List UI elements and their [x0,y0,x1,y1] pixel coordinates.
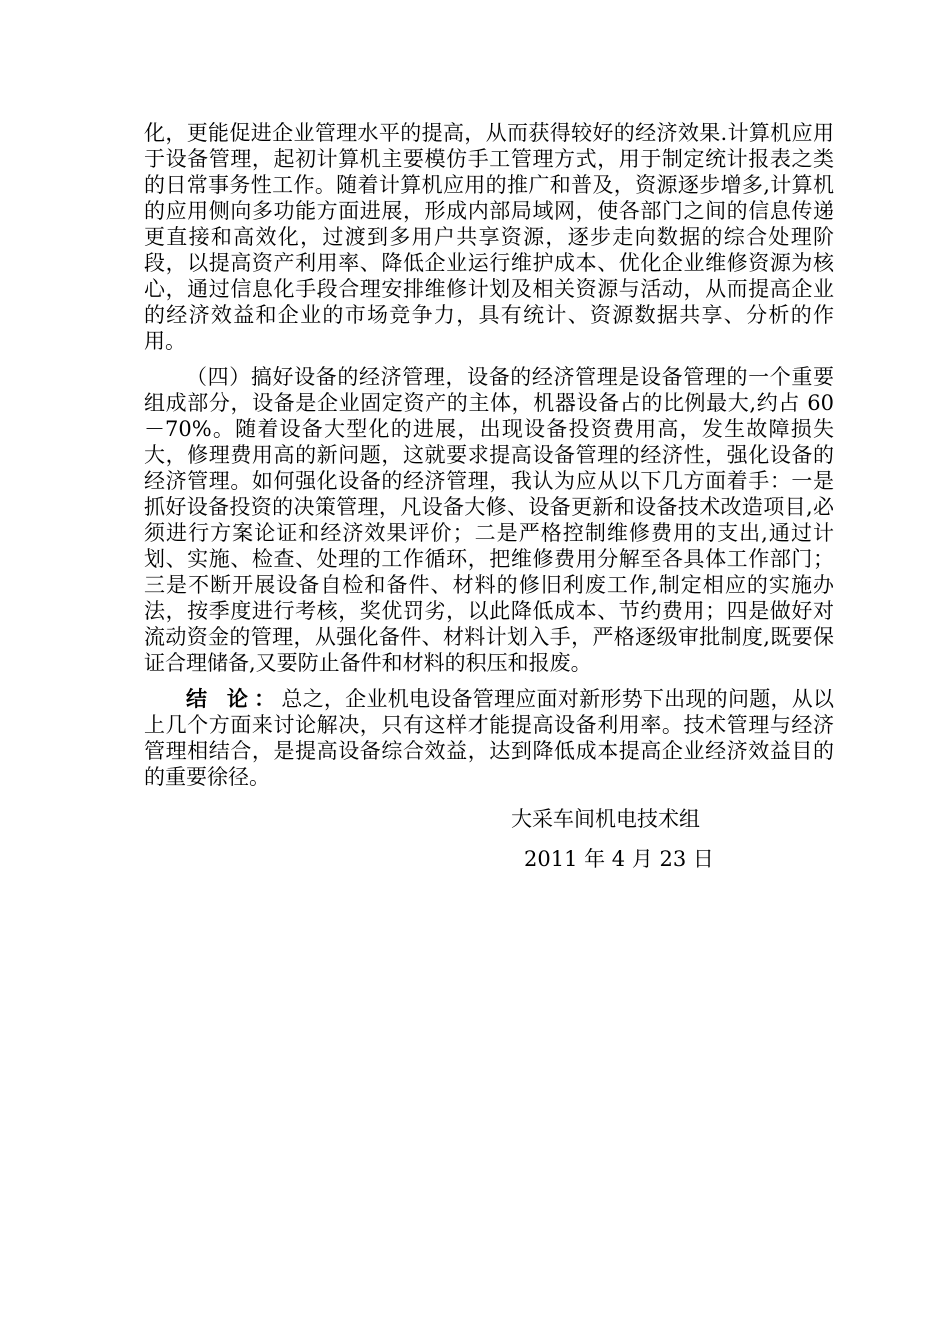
document-date: 2011 年 4 月 23 日 [524,847,714,871]
paragraph-computer-management: 化，更能促进企业管理水平的提高，从而获得较好的经济效果.计算机应用于设备管理，起初计算机主要模仿手工管理方式，用于制定统计报表之类的日常事务性工作。随着计算机应用的推广和普及，资源逐步增多,计算机的应用侧向多功能方面进展，形成内部局域网，使各部门之间的信息传递更直接和高效化，过渡到多用户共享资源，逐步走向数据的综合处理阶段，以提高资产利用率、降低企业运行维护成本、优化企业维修资源为核心，通过信息化手段合理安排维修计划及相关资源与活动，从而提高企业的经济效益和企业的市场竞争力，具有统计、资源数据共享、分析的作用。 [144,121,834,353]
paragraph-economic-management: （四）搞好设备的经济管理，设备的经济管理是设备管理的一个重要组成部分，设备是企业固定资产的主体，机器设备占的比例最大,约占 60－70%。随着设备大型化的进展，出现设备投资费用高，发生故障损失大，修理费用高的新问题，这就要求提高设备管理的经济性，强化设备的经济管理。如何强化设备的经济管理，我认为应从以下几方面着手：一是抓好设备投资的决策管理，凡设备大修、设备更新和设备技术改造项目,必须进行方案论证和经济效果评价；二是严格控制维修费用的支出,通过计划、实施、检查、处理的工作循环，把维修费用分解至各具体工作部门；三是不断开展设备自检和备件、材料的修旧利废工作,制定相应的实施办法，按季度进行考核，奖优罚劣，以此降低成本、节约费用；四是做好对流动资金的管理，从强化备件、材料计划入手，严格逐级审批制度,既要保证合理储备,又要防止备件和材料的积压和报废。 [144,365,834,675]
document-body [144,120,834,800]
conclusion-text: 总之，企业机电设备管理应面对新形势下出现的问题，从以上几个方面来讨论解决，只有这样才能提高设备利用率。技术管理与经济管理相结合，是提高设备综合效益，达到降低成本提高企业经济效益目的的重要徐径。 [144,687,834,789]
conclusion-label: 结 论： [186,686,282,711]
author-signature: 大采车间机电技术组 [511,807,700,831]
paragraph-conclusion [144,686,834,790]
